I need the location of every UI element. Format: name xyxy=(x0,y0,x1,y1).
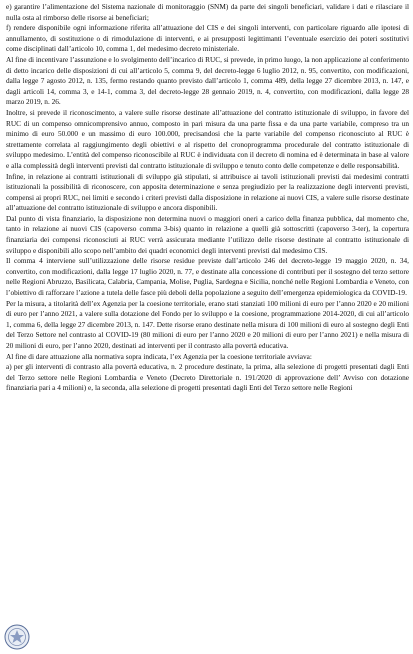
paragraph-agency-intro: Al fine di dare attuazione alla normativa sopra indicata, l’ex Agenzia per la coesione territoriale avviava: xyxy=(6,351,312,361)
paragraph-comma-4: Il comma 4 interviene sull’utilizzazione delle risorse residue previste dall’articolo 246 del decreto-legge 19 maggio 2020, n. 34, convertito, con modificazioni, dalla legge 17 luglio 2020, n. 77, e destinate alla concessione di contributi per il sostegno del terzo settore nelle Regioni Abruzzo, Basilicata, Calabria, Campania, Molise, Puglia, Sardegna e Sicilia, nonché nelle Regioni Lombardia e Veneto, con l’obiettivo di rafforzare l’azione a tutela delle fasce più deboli della popolazione a seguito dell’emergenza epidemiologica da COVID-19. xyxy=(6,256,409,298)
paragraph-item-a: a) per gli interventi di contrasto alla povertà educativa, n. 2 procedure destinate, la prima, alla selezione di progetti presentati dagli Enti del Terzo settore nelle Regioni Lombardia e Veneto (Decreto Direttoriale n. 191/2020 di approvazione dell’ Avviso con dotazione finanziaria pari a 4 milioni) e, la seconda, alla selezione di progetti presentati dagli Enti del Terzo settore nelle Regioni xyxy=(6,362,409,393)
seal-logo-icon xyxy=(4,624,30,650)
paragraph-funding-measure: Per la misura, a titolarità dell’ex Agenzia per la coesione territoriale, erano stati stanziati 100 milioni di euro per l’anno 2020 e 20 milioni di euro per l’anno 2021, a valere sulla dotazione del Fondo per lo sviluppo e la coesione, programmazione 2014-2020, di cui all’articolo 1, comma 6, della legge 27 dicembre 2013, n. 147. Dette risorse erano destinate nella misura di 100 milioni di euro al sostegno degli Enti del Terzo Settore nel contrasto al COVID-19 (80 milioni di euro per l’anno 2020 e 20 milioni di euro per l’anno 2021) e nella misura di 20 milioni di euro, per l’anno 2020, destinati ad interventi per il contrasto alla povertà educativa. xyxy=(6,298,409,350)
paragraph-item-e: e) garantire l’alimentazione del Sistema nazionale di monitoraggio (SNM) da parte dei singoli beneficiari, validare i dati e rilasciare il nulla osta al rimborso delle risorse ai beneficiari; xyxy=(6,2,409,22)
paragraph-ruc-compensation: Inoltre, si prevede il riconoscimento, a valere sulle risorse destinate all’attuazione del contratto istituzionale di sviluppo, in favore del RUC di un compenso omnicomprensivo annuo, composto in pari misura da una parte fissa e da una parte variabile, compreso tra un minimo di euro 50.000 e un massimo di euro 100.000, precisandosi che la parte variabile del compenso riconosciuto al RUC è strettamente correlata al raggiungimento degli obiettivi e al rispetto del cronoprogramma procedurale del contratto istituzionale di sviluppo medesimo. L’entità del compenso riconoscibile al RUC è individuata con il decreto di nomina ed è determinata in base al valore e alla complessità degli interventi previsti dal contratto istituzionale di sviluppo e tenuto conto delle competenze e delle responsabilità. xyxy=(6,107,409,170)
paragraph-existing-contracts: Infine, in relazione ai contratti istituzionali di sviluppo già stipulati, si attribuisce ai tavoli istituzionali previsti dai medesimi contratti istituzionali la possibilità di riconoscere, con apposita determinazione e senza pregiudizio per la realizzazione degli interventi previsti, compensi ai propri RUC, nei limiti e secondo i criteri previsti dalla disposizione in relazione ai nuovi CIS, a valere sulle risorse destinate all’attuazione del contratto istituzionale di sviluppo e ancora disponibili. xyxy=(6,171,409,213)
paragraph-ruc-incentive: Al fine di incentivare l’assunzione e lo svolgimento dell’incarico di RUC, si prevede, in primo luogo, la non applicazione al conferimento di detto incarico delle disposizioni di cui all’articolo 5, comma 9, del decreto-legge 6 luglio 2012, n. 95, convertito, con modificazioni, dalla legge 7 agosto 2012, n. 135, fermo restando quanto previsto dall’articolo 1, comma 489, della legge 27 dicembre 2013, n. 147, e dagli articoli 14, comma 3, e 14-1, comma 3, del decreto-legge 28 gennaio 2019, n. 4, convertito, con modificazioni, dalla legge 28 marzo 2019, n. 26. xyxy=(6,54,409,107)
paragraph-item-f: f) rendere disponibile ogni informazione riferita all’attuazione del CIS e dei singoli interventi, con particolare riguardo alle ipotesi di annullamento, di sostituzione o di rimodulazione di interventi, e ai presupposti legittimanti l’eventuale esercizio dei poteri sostitutivi come disciplinati dall’articolo 10, comma 1, del medesimo decreto ministeriale. xyxy=(6,23,409,54)
paragraph-financial-profile: Dal punto di vista finanziario, la disposizione non determina nuovi o maggiori oneri a carico della finanza pubblica, dal momento che, tanto in relazione ai nuovi CIS (capoverso comma 3-bis) quanto in relazione a quelli già sottoscritti (capoverso 3-ter), la copertura finanziaria dei compensi riconosciuti ai RUC verrà assicurata mediante l’utilizzo delle risorse destinate al contratto istituzionale di sviluppo e disponibili allo scopo nell’ambito dei quadri economici degli interventi previsti dal medesimo CIS. xyxy=(6,213,409,255)
